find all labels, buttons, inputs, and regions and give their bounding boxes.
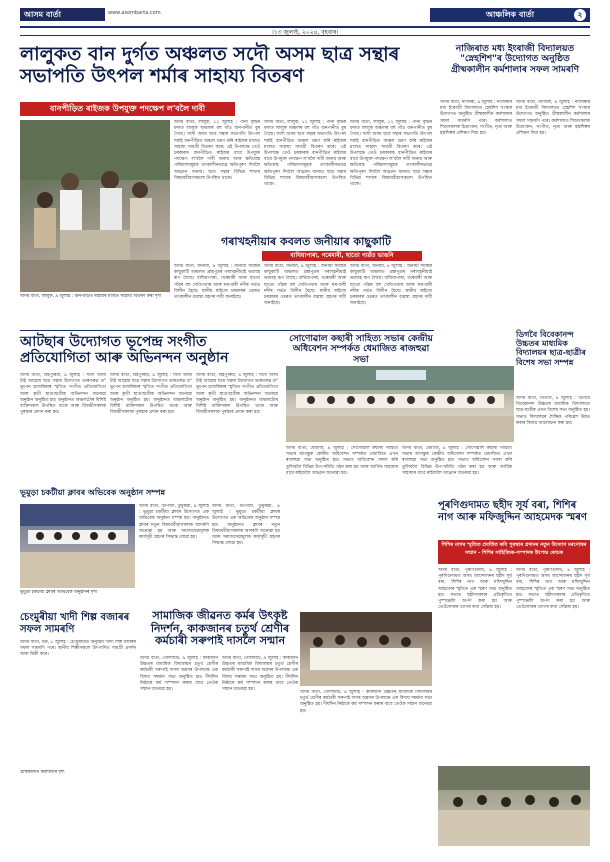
story2-body-col3: অসম বাৰ্তা, জনীয়া, ৯ জুলাই : জনীয়া সমষ্টিৰ কাছুকাটি অঞ্চলত ব্ৰহ্মপুত্ৰৰ গৰাখহনীয়াই ভয়াবহ ৰূপ লৈছে। বাঘিয়াপাৰা, গৰেমাৰী আৰু ছাতো গাঁৱৰ বহু খেতিপথাৰ আৰু ঘৰ-বাৰী নদীৰ গৰ্ভত বিলীন হৈছে। স্থানীয় ৰাইজে চৰকাৰৰ ওচৰত তৎকালীন ব্যৱস্থা গ্ৰহণৰ দাবী জনাইছে। [350,264,432,307]
workshop-image [438,766,590,846]
story8-headline: নাজিৰাত মধ্য ইংৰাজী বিদ্যালয়ত "স্নেহশিশ"ৰ উদ্যোগত অনুষ্ঠিত গ্ৰীষ্মকালীন কৰ্মশালাৰ সফল সামৰণি [450,44,580,75]
logo-text: আসম বার্তা [24,10,61,19]
story7-body-col3: অসম বাৰ্তা, গোলাঘাট, ৯ জুলাই : কাকজান উচ্চতৰ মাধ্যমিক বিদ্যালয়ৰ চতুৰ্থ শ্ৰেণীৰ কৰ্মচাৰী সৰুপাই দাসৰ অৱসৰ উপলক্ষে এক বিদায় সম্বৰ্ধনা সভা অনুষ্ঠিত হয়। দীৰ্ঘদিন নিষ্ঠাৰে কৰ্ম সম্পাদন কৰাৰ বাবে তেওঁক সন্মান জনোৱা হয়। [300,690,432,714]
story5-headline: চেংমুৰীয়া খাদী শিল্প বজাৰৰ সফল সামৰণি [20,612,130,635]
story1-photo [20,120,170,292]
divider [20,330,434,331]
story5-body: অসম বাৰ্তা, বক্ৰ, ৮ জুলাই : চেংমুৰীয়াত অনুষ্ঠিত খাদী শিল্প বজাৰৰ সফল সামৰণি পৰে। স্থানীয় শিল্পীসকলে উৎপাদিত সামগ্ৰী প্ৰদৰ্শন আৰু বিক্ৰী কৰে। [20,640,136,658]
story1-body-col1: অসম বাৰ্তা, লালুক, ১২ জুলাই : পানী বৃদ্ধিৰ ফলত লালুক অঞ্চলৰ বহু গাঁও বানপানীত বুৰ গৈছে। সদৌ অসম ছাত্ৰ সন্থাৰ সভাপতি উৎপল শৰ্মাই বানপীড়িত অঞ্চল ভ্ৰমণ কৰি ৰাইজৰ মাজত সাহায্য সামগ্ৰী বিতৰণ কৰে। এই উপলক্ষে তেওঁ চৰকাৰক বানপীড়িত ৰাইজৰ বাবে উপযুক্ত পদক্ষেপ ল'বলৈ দাবী জনায় আৰু ক্ষতিগ্ৰস্ত পৰিয়ালসমূহক তৎকালীনভাৱে ক্ষতিপূৰণ দিবলৈ আহ্বান জনায়। ছাত্ৰ সন্থাৰ বিভিন্ন শাখাৰ বিষয়ববীয়াসকলো উপস্থিত থাকে। [174,120,260,181]
story3-headline: আটছাৰ উদ্যোগত ভূপেন্দ্ৰ সংগীত প্ৰতিযোগিতা আৰু অভিনন্দন অনুষ্ঠান [20,334,229,367]
page-number: ২ [574,9,586,21]
story3-body-col3: অসম বাৰ্তা, বিহপুৰিয়া, ৯ জুলাই : সদৌ অসম টাই আহোম ছাত্ৰ সন্থাৰ উদ্যোগত ভাৰতৰত্ন ড° ভূপেন হাজৰিকাৰ স্মৃতিত সংগীত প্ৰতিযোগিতা আৰু কৃতী ছাত্ৰ-ছাত্ৰীক অভিনন্দন জনোৱা অনুষ্ঠান অনুষ্ঠিত হয়। অনুষ্ঠানত অঞ্চলটোৰ বিশিষ্ট ব্যক্তিসকল উপস্থিত থাকে আৰু বিজয়ীসকলক পুৰস্কাৰ প্ৰদান কৰা হয়। [196,373,278,416]
story6-body-col2: অসম বাৰ্তা, ধেমাজি, ৯ জুলাই : সোণোৱাল কছাৰী সাহিত্য সভাৰ আগন্তুক কেন্দ্ৰীয় অধিবেশন সম্পৰ্কত ধেমাজিত এখন ৰাজহুৱা সভা অনুষ্ঠিত হয়। সভাত অধিবেশন সফল কৰি তুলিবলৈ বিভিন্ন উপ-সমিতি গঠন কৰা হয় আৰু আৰ্থিক সাহায্যৰ বাবে ৰাইজলৈ আহ্বান জনোৱা হয়। [402,446,512,476]
story3-body-col2: অসম বাৰ্তা, বিহপুৰিয়া, ৯ জুলাই : সদৌ অসম টাই আহোম ছাত্ৰ সন্থাৰ উদ্যোগত ভাৰতৰত্ন ড° ভূপেন হাজৰিকাৰ স্মৃতিত সংগীত প্ৰতিযোগিতা আৰু কৃতী ছাত্ৰ-ছাত্ৰীক অভিনন্দন জনোৱা অনুষ্ঠান অনুষ্ঠিত হয়। অনুষ্ঠানত অঞ্চলটোৰ বিশিষ্ট ব্যক্তিসকল উপস্থিত থাকে আৰু বিজয়ীসকলক পুৰস্কাৰ প্ৰদান কৰা হয়। [110,373,192,416]
story3-body-col1: অসম বাৰ্তা, বিহপুৰিয়া, ৯ জুলাই : সদৌ অসম টাই আহোম ছাত্ৰ সন্থাৰ উদ্যোগত ভাৰতৰত্ন ড° ভূপেন হাজৰিকাৰ স্মৃতিত সংগীত প্ৰতিযোগিতা আৰু কৃতী ছাত্ৰ-ছাত্ৰীক অভিনন্দন জনোৱা অনুষ্ঠান অনুষ্ঠিত হয়। অনুষ্ঠানত অঞ্চলটোৰ বিশিষ্ট ব্যক্তিসকল উপস্থিত থাকে আৰু বিজয়ীসকলক পুৰস্কাৰ প্ৰদান কৰা হয়। [20,373,106,416]
masthead [20,8,590,22]
story6-headline: সোণোৱাল কছাৰী সাহিত্য সভাৰ কেন্দ্ৰীয় অধিবেশন সম্পৰ্কত ধেমাজিত ৰাজহুৱা সভা [289,334,433,365]
story2-body-col2: অসম বাৰ্তা, জনীয়া, ৯ জুলাই : জনীয়া সমষ্টিৰ কাছুকাটি অঞ্চলত ব্ৰহ্মপুত্ৰৰ গৰাখহনীয়াই ভয়াবহ ৰূপ লৈছে। বাঘিয়াপাৰা, গৰেমাৰী আৰু ছাতো গাঁৱৰ বহু খেতিপথাৰ আৰু ঘৰ-বাৰী নদীৰ গৰ্ভত বিলীন হৈছে। স্থানীয় ৰাইজে চৰকাৰৰ ওচৰত তৎকালীন ব্যৱস্থা গ্ৰহণৰ দাবী জনাইছে। [264,264,346,307]
story7-body-col2: অসম বাৰ্তা, গোলাঘাট, ৯ জুলাই : কাকজান উচ্চতৰ মাধ্যমিক বিদ্যালয়ৰ চতুৰ্থ শ্ৰেণীৰ কৰ্মচাৰী সৰুপাই দাসৰ অৱসৰ উপলক্ষে এক বিদায় সম্বৰ্ধনা সভা অনুষ্ঠিত হয়। দীৰ্ঘদিন নিষ্ঠাৰে কৰ্ম সম্পাদন কৰাৰ বাবে তেওঁক সন্মান জনোৱা হয়। [222,656,298,693]
story8-body-col2: অসম বাৰ্তা, নাজিৰা, ৯ জুলাই : নাজিৰাৰ মধ্য ইংৰাজী বিদ্যালয়ত স্নেহশিশ সংস্থাৰ উদ্যোগত অনুষ্ঠিত গ্ৰীষ্মকালীন কৰ্মশালাৰ সফল সামৰণি পৰে। কৰ্মশালাত শিশুসকলক চিত্ৰাংকন, সংগীত, নৃত্য আৰু হস্তশিল্পৰ প্ৰশিক্ষণ দিয়া হয়। [516,100,590,137]
story9-body: অসম বাৰ্তা, ডিগবৈ, ৯ জুলাই : ডিগবৈ বিবেকানন্দ উচ্চতৰ মাধ্যমিক বিদ্যালয়ত ছাত্ৰ-ছাত্ৰীৰ এখন বিশেষ সভা অনুষ্ঠিত হয়। সভাত বিদ্যালয়ৰ শৈক্ষিক পৰিৱেশ উন্নত কৰাৰ বিষয়ে আলোচনা কৰা হয়। [516,396,590,426]
story1-headline: লালুকত বান দুৰ্গত অঞ্চলত সদৌ অসম ছাত্ৰ সন্থাৰ সভাপতি উৎপল শৰ্মাৰ সাহায্য বিতৰণ [20,43,400,87]
story4-body-col1: অসম বাৰ্তা, ঢিপিজা, ডুমুৰুৱা, ৯ জুলাই : ভূমুড়া চকটীয়া ক্লাবৰ উদ্যোগত এক অভিবেক অনুষ্ঠান সম্পন্ন হয়। অনুষ্ঠানত ক্লাবৰ নতুন বিষয়ববীয়াসকলক আদৰণি জনোৱা হয় আৰু সমাজসেৱামূলক কাৰ্যসূচী গ্ৰহণৰ সিদ্ধান্ত লোৱা হয়। [139,504,209,541]
meeting-image [286,366,514,442]
story2-subhead: বাঘিয়াপাৰা, গৰেমাৰী, ছাতো গাৱঁত ভাঙনি [262,251,422,261]
story4-body-col2: অসম বাৰ্তা, ঢিপিজা, ডুমুৰুৱা, ৯ জুলাই : ভূমুড়া চকটীয়া ক্লাবৰ উদ্যোগত এক অভিবেক অনুষ্ঠান সম্পন্ন হয়। অনুষ্ঠানত ক্লাবৰ নতুন বিষয়ববীয়াসকলক আদৰণি জনোৱা হয় আৰু সমাজসেৱামূলক কাৰ্যসূচী গ্ৰহণৰ সিদ্ধান্ত লোৱা হয়। [212,504,280,547]
story1-subhead: বানপীড়িত ৰাইজক উপযুক্ত পদক্ষেপ ল'বলৈ দাবী [20,102,235,116]
story7-headline: সামাজিক জীৱনত কৰ্মৰ উৎকৃষ্ট নিদৰ্শন, কাকজানৰ চতুৰ্থ শ্ৰেণীৰ কৰ্মচাৰী সৰুপাই দাসলৈ সন্মান [150,609,290,648]
section-banner [430,8,590,22]
story1-caption: অসম বাৰ্তা, লালুক, ৯ জুলাই : বানপীড়িত ৰাইজৰ মাজত সাহায্য বিতৰণ কৰা দৃশ্য [20,294,162,299]
story8-photo [438,766,590,846]
story9-headline: ডিগবৈ বিবেকানন্দ উচ্চতৰ মাধ্যমিক বিদ্যালয়ৰ ছাত্ৰ-ছাত্ৰীৰ বিশেষ সভা সম্পন্ন [516,330,586,367]
story1-body-col3: অসম বাৰ্তা, লালুক, ১২ জুলাই : পানী বৃদ্ধিৰ ফলত লালুক অঞ্চলৰ বহু গাঁও বানপানীত বুৰ গৈছে। সদৌ অসম ছাত্ৰ সন্থাৰ সভাপতি উৎপল শৰ্মাই বানপীড়িত অঞ্চল ভ্ৰমণ কৰি ৰাইজৰ মাজত সাহায্য সামগ্ৰী বিতৰণ কৰে। এই উপলক্ষে তেওঁ চৰকাৰক বানপীড়িত ৰাইজৰ বাবে উপযুক্ত পদক্ষেপ ল'বলৈ দাবী জনায় আৰু ক্ষতিগ্ৰস্ত পৰিয়ালসমূহক তৎকালীনভাৱে ক্ষতিপূৰণ দিবলৈ আহ্বান জনায়। ছাত্ৰ সন্থাৰ বিভিন্ন শাখাৰ বিষয়ববীয়াসকলো উপস্থিত থাকে। [350,120,432,188]
story4-caption: ভূমুড়া চকটীয়া ক্লাবৰ অভিবেক অনুষ্ঠানৰ দৃশ্য [20,590,98,595]
site-url: www.asombarta.com [108,10,161,16]
logo [20,8,105,21]
story2-headline: গৰাখহনীয়াৰ কবলত জনীয়াৰ কাছুকাটি [221,235,391,248]
section-title: আঞ্চলিক বাৰ্তা [485,10,535,19]
story8-caption: গ্ৰীষ্মকালীন কৰ্মশালাৰ দৃশ্য [20,770,65,775]
story6-photo [286,366,514,442]
story7-photo [300,612,432,686]
relief-distribution-image [20,120,170,292]
dateline: ।১৩ জুলাই, ২০২৪, বৃহবাৰ। [20,26,590,36]
story10-body-col1: অসম বাৰ্তা, পূৰণিগুদাম, ৯ জুলাই : পূৰণিগুদামত অসম আন্দোলনৰ ছহীদ সূৰ্য বৰা, শিশিৰ নাগ আৰু মফিজুদ্দিন আহমেদৰ স্মৃতিত এক স্মৰণ সভা অনুষ্ঠিত হয়। সভাত ছহীদসকলৰ প্ৰতিকৃতিত পুষ্পাঞ্জলি অৰ্পণ কৰা হয় আৰু তেওঁলোকৰ ত্যাগৰ কথা সোঁৱৰা হয়। [438,568,512,611]
story8-body-col1: অসম বাৰ্তা, নাজিৰা, ৯ জুলাই : নাজিৰাৰ মধ্য ইংৰাজী বিদ্যালয়ত স্নেহশিশ সংস্থাৰ উদ্যোগত অনুষ্ঠিত গ্ৰীষ্মকালীন কৰ্মশালাৰ সফল সামৰণি পৰে। কৰ্মশালাত শিশুসকলক চিত্ৰাংকন, সংগীত, নৃত্য আৰু হস্তশিল্পৰ প্ৰশিক্ষণ দিয়া হয়। [440,100,512,137]
story2-body-col1: অসম বাৰ্তা, জনীয়া, ৯ জুলাই : জনীয়া সমষ্টিৰ কাছুকাটি অঞ্চলত ব্ৰহ্মপুত্ৰৰ গৰাখহনীয়াই ভয়াবহ ৰূপ লৈছে। বাঘিয়াপাৰা, গৰেমাৰী আৰু ছাতো গাঁৱৰ বহু খেতিপথাৰ আৰু ঘৰ-বাৰী নদীৰ গৰ্ভত বিলীন হৈছে। স্থানীয় ৰাইজে চৰকাৰৰ ওচৰত তৎকালীন ব্যৱস্থা গ্ৰহণৰ দাবী জনাইছে। [174,264,260,301]
story4-headline: ভূমুড়া চকটীয়া ক্লাবৰ অভিবেক অনুষ্ঠান সম্পন্ন [20,486,278,500]
story1-body-col2: অসম বাৰ্তা, লালুক, ১২ জুলাই : পানী বৃদ্ধিৰ ফলত লালুক অঞ্চলৰ বহু গাঁও বানপানীত বুৰ গৈছে। সদৌ অসম ছাত্ৰ সন্থাৰ সভাপতি উৎপল শৰ্মাই বানপীড়িত অঞ্চল ভ্ৰমণ কৰি ৰাইজৰ মাজত সাহায্য সামগ্ৰী বিতৰণ কৰে। এই উপলক্ষে তেওঁ চৰকাৰক বানপীড়িত ৰাইজৰ বাবে উপযুক্ত পদক্ষেপ ল'বলৈ দাবী জনায় আৰু ক্ষতিগ্ৰস্ত পৰিয়ালসমূহক তৎকালীনভাৱে ক্ষতিপূৰণ দিবলৈ আহ্বান জনায়। ছাত্ৰ সন্থাৰ বিভিন্ন শাখাৰ বিষয়ববীয়াসকলো উপস্থিত থাকে। [264,120,346,188]
story6-body-col1: অসম বাৰ্তা, ধেমাজি, ৯ জুলাই : সোণোৱাল কছাৰী সাহিত্য সভাৰ আগন্তুক কেন্দ্ৰীয় অধিবেশন সম্পৰ্কত ধেমাজিত এখন ৰাজহুৱা সভা অনুষ্ঠিত হয়। সভাত অধিবেশন সফল কৰি তুলিবলৈ বিভিন্ন উপ-সমিতি গঠন কৰা হয় আৰু আৰ্থিক সাহায্যৰ বাবে ৰাইজলৈ আহ্বান জনোৱা হয়। [286,446,398,476]
story10-body-col2: অসম বাৰ্তা, পূৰণিগুদাম, ৯ জুলাই : পূৰণিগুদামত অসম আন্দোলনৰ ছহীদ সূৰ্য বৰা, শিশিৰ নাগ আৰু মফিজুদ্দিন আহমেদৰ স্মৃতিত এক স্মৰণ সভা অনুষ্ঠিত হয়। সভাত ছহীদসকলৰ প্ৰতিকৃতিত পুষ্পাঞ্জলি অৰ্পণ কৰা হয় আৰু তেওঁলোকৰ ত্যাগৰ কথা সোঁৱৰা হয়। [516,568,590,611]
story4-photo [20,504,135,588]
story10-subhead: শিশিৰ নাগৰ স্মৃতিত প্ৰবৰ্তিত কবি পুৰস্কাৰ প্ৰদানৰ নতুন উদ্যোগ মৰণোত্তৰ সন্মান - শিশিৰ সাহিত্যিক-সম্পাদক উপেন্দ্ৰ কোচক [438,540,590,564]
story10-headline: পূৰণিগুদামত ছহীদ সূৰ্য বৰা, শিশিৰ নাগ আৰু মফিজুদ্দিন আহমেদক স্মৰণ [438,500,587,523]
felicitation-image [300,612,432,686]
club-event-image [20,504,135,588]
story7-body-col1: অসম বাৰ্তা, গোলাঘাট, ৯ জুলাই : কাকজান উচ্চতৰ মাধ্যমিক বিদ্যালয়ৰ চতুৰ্থ শ্ৰেণীৰ কৰ্মচাৰী সৰুপাই দাসৰ অৱসৰ উপলক্ষে এক বিদায় সম্বৰ্ধনা সভা অনুষ্ঠিত হয়। দীৰ্ঘদিন নিষ্ঠাৰে কৰ্ম সম্পাদন কৰাৰ বাবে তেওঁক সন্মান জনোৱা হয়। [140,656,218,693]
